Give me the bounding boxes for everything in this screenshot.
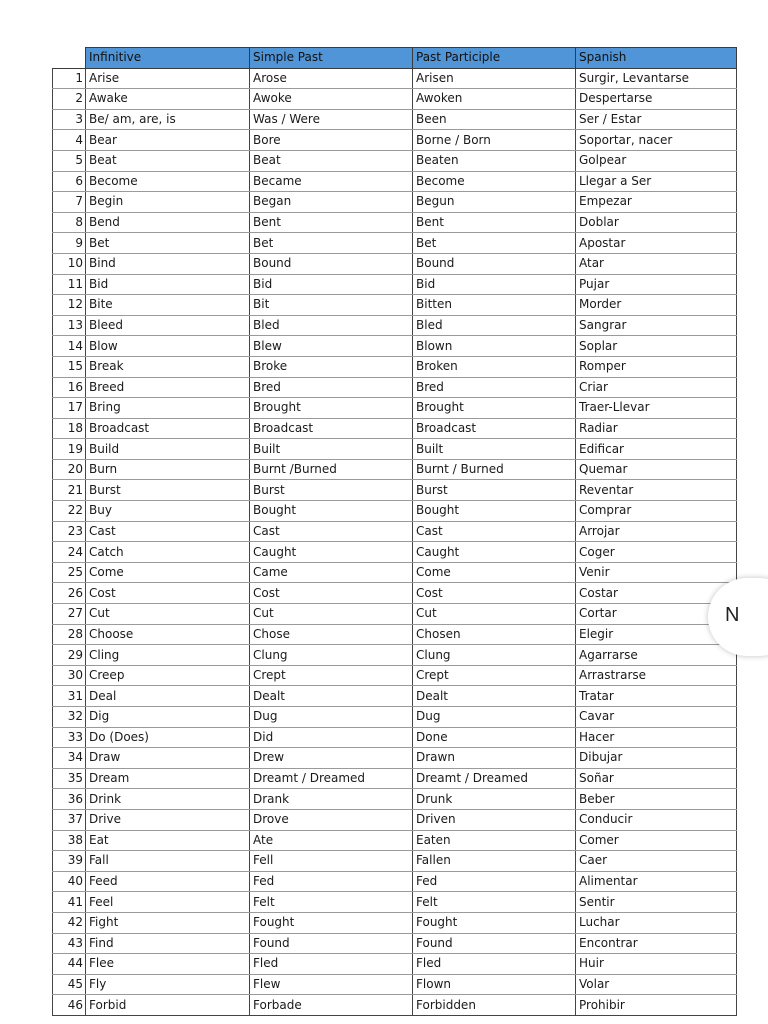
cell-infinitive: Feed <box>86 871 250 892</box>
row-number: 28 <box>53 624 86 645</box>
cell-infinitive: Become <box>86 171 250 192</box>
cell-past-participle: Drunk <box>413 789 576 810</box>
cell-simple-past: Fought <box>250 912 413 933</box>
cell-past-participle: Drawn <box>413 748 576 769</box>
cell-spanish: Morder <box>576 295 737 316</box>
cell-spanish: Conducir <box>576 809 737 830</box>
table-row <box>53 233 737 254</box>
row-number: 36 <box>53 789 86 810</box>
row-number: 30 <box>53 665 86 686</box>
cell-spanish: Llegar a Ser <box>576 171 737 192</box>
cell-simple-past: Burnt /Burned <box>250 459 413 480</box>
cell-spanish: Ser / Estar <box>576 109 737 130</box>
cell-simple-past: Caught <box>250 542 413 563</box>
cell-spanish: Cortar <box>576 604 737 625</box>
cell-simple-past: Dreamt / Dreamed <box>250 768 413 789</box>
cell-spanish: Doblar <box>576 212 737 233</box>
row-number: 25 <box>53 562 86 583</box>
row-number: 20 <box>53 459 86 480</box>
row-number: 21 <box>53 480 86 501</box>
cell-past-participle: Fled <box>413 954 576 975</box>
cell-infinitive: Breed <box>86 377 250 398</box>
cell-past-participle: Dreamt / Dreamed <box>413 768 576 789</box>
table-row <box>53 130 737 151</box>
table-row <box>53 727 737 748</box>
table-body <box>53 68 740 1015</box>
cell-simple-past: Broadcast <box>250 418 413 439</box>
cell-infinitive: Bring <box>86 398 250 419</box>
table-row <box>53 995 737 1016</box>
table-row <box>53 377 737 398</box>
cell-simple-past: Blew <box>250 336 413 357</box>
cell-past-participle: Borne / Born <box>413 130 576 151</box>
cell-infinitive: Buy <box>86 501 250 522</box>
row-number: 40 <box>53 871 86 892</box>
table-row <box>53 501 737 522</box>
cell-past-participle: Done <box>413 727 576 748</box>
table-row <box>53 933 737 954</box>
table-row <box>53 212 737 233</box>
table-row <box>53 686 737 707</box>
cell-spanish: Empezar <box>576 192 737 213</box>
cell-spanish: Caer <box>576 851 737 872</box>
irregular-verbs-sheet <box>52 47 736 1016</box>
cell-past-participle: Clung <box>413 645 576 666</box>
cell-simple-past: Bred <box>250 377 413 398</box>
cell-spanish: Despertarse <box>576 89 737 110</box>
cell-past-participle: Cost <box>413 583 576 604</box>
cell-infinitive: Burst <box>86 480 250 501</box>
table-row <box>53 109 737 130</box>
cell-spanish: Soñar <box>576 768 737 789</box>
row-number: 1 <box>53 68 86 89</box>
cell-infinitive: Bite <box>86 295 250 316</box>
header-past-participle: Past Participle <box>413 48 576 69</box>
cell-infinitive: Deal <box>86 686 250 707</box>
cell-spanish: Elegir <box>576 624 737 645</box>
cell-infinitive: Come <box>86 562 250 583</box>
cell-simple-past: Dug <box>250 707 413 728</box>
table-row <box>53 645 737 666</box>
cell-past-participle: Beaten <box>413 150 576 171</box>
cell-infinitive: Cling <box>86 645 250 666</box>
cell-past-participle: Awoken <box>413 89 576 110</box>
table-row <box>53 68 737 89</box>
row-number: 13 <box>53 315 86 336</box>
cell-infinitive: Eat <box>86 830 250 851</box>
cell-past-participle: Eaten <box>413 830 576 851</box>
table-row <box>53 851 737 872</box>
row-number: 23 <box>53 521 86 542</box>
cell-past-participle: Crept <box>413 665 576 686</box>
table-row <box>53 480 737 501</box>
row-number: 27 <box>53 604 86 625</box>
cell-simple-past: Began <box>250 192 413 213</box>
cell-infinitive: Forbid <box>86 995 250 1016</box>
cell-simple-past: Cut <box>250 604 413 625</box>
row-number: 11 <box>53 274 86 295</box>
row-number: 18 <box>53 418 86 439</box>
cell-past-participle: Fallen <box>413 851 576 872</box>
table-row <box>53 707 737 728</box>
cell-simple-past: Fed <box>250 871 413 892</box>
row-number: 2 <box>53 89 86 110</box>
cell-spanish: Luchar <box>576 912 737 933</box>
row-number: 4 <box>53 130 86 151</box>
cell-infinitive: Cast <box>86 521 250 542</box>
cell-past-participle: Fed <box>413 871 576 892</box>
table-row <box>53 418 737 439</box>
cell-spanish: Coger <box>576 542 737 563</box>
row-number: 5 <box>53 150 86 171</box>
cell-infinitive: Bleed <box>86 315 250 336</box>
cell-spanish: Quemar <box>576 459 737 480</box>
table-row <box>53 253 737 274</box>
cell-infinitive: Bet <box>86 233 250 254</box>
cell-simple-past: Bit <box>250 295 413 316</box>
cell-simple-past: Arose <box>250 68 413 89</box>
row-number: 26 <box>53 583 86 604</box>
cell-past-participle: Cast <box>413 521 576 542</box>
cell-spanish: Reventar <box>576 480 737 501</box>
row-number: 29 <box>53 645 86 666</box>
cell-spanish: Radiar <box>576 418 737 439</box>
cell-infinitive: Bear <box>86 130 250 151</box>
cell-past-participle: Cut <box>413 604 576 625</box>
cell-simple-past: Was / Were <box>250 109 413 130</box>
cell-infinitive: Arise <box>86 68 250 89</box>
cell-simple-past: Built <box>250 439 413 460</box>
table-row <box>53 954 737 975</box>
cell-infinitive: Catch <box>86 542 250 563</box>
cell-past-participle: Broadcast <box>413 418 576 439</box>
row-number: 3 <box>53 109 86 130</box>
table-row <box>53 768 737 789</box>
table-row <box>53 521 737 542</box>
header-spanish: Spanish <box>576 48 737 69</box>
floating-button-label: N <box>725 604 740 626</box>
table-row <box>53 356 737 377</box>
row-number: 9 <box>53 233 86 254</box>
cell-infinitive: Find <box>86 933 250 954</box>
row-number: 7 <box>53 192 86 213</box>
cell-spanish: Costar <box>576 583 737 604</box>
cell-past-participle: Bent <box>413 212 576 233</box>
cell-simple-past: Awoke <box>250 89 413 110</box>
cell-simple-past: Felt <box>250 892 413 913</box>
table-row <box>53 89 737 110</box>
cell-infinitive: Fly <box>86 974 250 995</box>
cell-spanish: Apostar <box>576 233 737 254</box>
row-number: 6 <box>53 171 86 192</box>
cell-past-participle: Been <box>413 109 576 130</box>
cell-infinitive: Burn <box>86 459 250 480</box>
cell-infinitive: Beat <box>86 150 250 171</box>
cell-spanish: Beber <box>576 789 737 810</box>
cell-spanish: Venir <box>576 562 737 583</box>
table-row <box>53 912 737 933</box>
cell-infinitive: Begin <box>86 192 250 213</box>
row-number: 14 <box>53 336 86 357</box>
cell-past-participle: Found <box>413 933 576 954</box>
cell-simple-past: Did <box>250 727 413 748</box>
table-row <box>53 665 737 686</box>
cell-simple-past: Bet <box>250 233 413 254</box>
cell-spanish: Huir <box>576 954 737 975</box>
verbs-table <box>52 47 740 1016</box>
row-number: 12 <box>53 295 86 316</box>
cell-spanish: Soplar <box>576 336 737 357</box>
cell-past-participle: Driven <box>413 809 576 830</box>
cell-spanish: Prohibir <box>576 995 737 1016</box>
cell-simple-past: Bid <box>250 274 413 295</box>
cell-past-participle: Built <box>413 439 576 460</box>
cell-simple-past: Ate <box>250 830 413 851</box>
table-row <box>53 542 737 563</box>
cell-simple-past: Fell <box>250 851 413 872</box>
cell-past-participle: Dug <box>413 707 576 728</box>
cell-spanish: Comprar <box>576 501 737 522</box>
cell-simple-past: Bent <box>250 212 413 233</box>
row-number: 10 <box>53 253 86 274</box>
cell-spanish: Agarrarse <box>576 645 737 666</box>
cell-simple-past: Chose <box>250 624 413 645</box>
cell-infinitive: Awake <box>86 89 250 110</box>
cell-spanish: Volar <box>576 974 737 995</box>
row-number: 39 <box>53 851 86 872</box>
cell-infinitive: Flee <box>86 954 250 975</box>
table-row <box>53 830 737 851</box>
cell-spanish: Encontrar <box>576 933 737 954</box>
table-row <box>53 274 737 295</box>
cell-infinitive: Drink <box>86 789 250 810</box>
cell-past-participle: Arisen <box>413 68 576 89</box>
cell-past-participle: Brought <box>413 398 576 419</box>
cell-simple-past: Drew <box>250 748 413 769</box>
table-row <box>53 789 737 810</box>
row-number: 19 <box>53 439 86 460</box>
row-number: 24 <box>53 542 86 563</box>
table-row <box>53 871 737 892</box>
cell-spanish: Soportar, nacer <box>576 130 737 151</box>
row-number: 31 <box>53 686 86 707</box>
table-row <box>53 624 737 645</box>
cell-simple-past: Drank <box>250 789 413 810</box>
cell-simple-past: Clung <box>250 645 413 666</box>
cell-infinitive: Bid <box>86 274 250 295</box>
table-row <box>53 974 737 995</box>
table-row <box>53 459 737 480</box>
cell-infinitive: Bind <box>86 253 250 274</box>
cell-simple-past: Forbade <box>250 995 413 1016</box>
cell-spanish: Edificar <box>576 439 737 460</box>
cell-simple-past: Drove <box>250 809 413 830</box>
row-number: 42 <box>53 912 86 933</box>
header-simple-past: Simple Past <box>250 48 413 69</box>
row-number: 38 <box>53 830 86 851</box>
cell-infinitive: Build <box>86 439 250 460</box>
cell-spanish: Surgir, Levantarse <box>576 68 737 89</box>
cell-past-participle: Flown <box>413 974 576 995</box>
cell-infinitive: Broadcast <box>86 418 250 439</box>
header-infinitive: Infinitive <box>86 48 250 69</box>
table-row <box>53 336 737 357</box>
cell-simple-past: Flew <box>250 974 413 995</box>
cell-simple-past: Bled <box>250 315 413 336</box>
row-number: 16 <box>53 377 86 398</box>
cell-spanish: Pujar <box>576 274 737 295</box>
cell-spanish: Traer-Llevar <box>576 398 737 419</box>
cell-spanish: Dibujar <box>576 748 737 769</box>
cell-past-participle: Bet <box>413 233 576 254</box>
cell-simple-past: Burst <box>250 480 413 501</box>
cell-infinitive: Draw <box>86 748 250 769</box>
row-number: 34 <box>53 748 86 769</box>
cell-infinitive: Blow <box>86 336 250 357</box>
cell-spanish: Atar <box>576 253 737 274</box>
row-number: 46 <box>53 995 86 1016</box>
cell-spanish: Criar <box>576 377 737 398</box>
cell-spanish: Romper <box>576 356 737 377</box>
row-number: 22 <box>53 501 86 522</box>
cell-simple-past: Fled <box>250 954 413 975</box>
cell-past-participle: Bred <box>413 377 576 398</box>
cell-spanish: Tratar <box>576 686 737 707</box>
table-row <box>53 748 737 769</box>
cell-past-participle: Come <box>413 562 576 583</box>
cell-spanish: Comer <box>576 830 737 851</box>
table-row <box>53 604 737 625</box>
cell-past-participle: Bound <box>413 253 576 274</box>
cell-spanish: Sangrar <box>576 315 737 336</box>
cell-past-participle: Bitten <box>413 295 576 316</box>
cell-simple-past: Cost <box>250 583 413 604</box>
cell-simple-past: Bought <box>250 501 413 522</box>
cell-spanish: Sentir <box>576 892 737 913</box>
cell-past-participle: Burst <box>413 480 576 501</box>
cell-simple-past: Cast <box>250 521 413 542</box>
row-number: 17 <box>53 398 86 419</box>
cell-simple-past: Dealt <box>250 686 413 707</box>
row-number: 41 <box>53 892 86 913</box>
table-row <box>53 583 737 604</box>
cell-infinitive: Fall <box>86 851 250 872</box>
table-row <box>53 892 737 913</box>
cell-infinitive: Fight <box>86 912 250 933</box>
cell-past-participle: Bled <box>413 315 576 336</box>
cell-infinitive: Bend <box>86 212 250 233</box>
cell-past-participle: Caught <box>413 542 576 563</box>
table-row <box>53 562 737 583</box>
table-row <box>53 315 737 336</box>
cell-past-participle: Dealt <box>413 686 576 707</box>
table-row <box>53 809 737 830</box>
cell-spanish: Arrastrarse <box>576 665 737 686</box>
cell-simple-past: Became <box>250 171 413 192</box>
cell-past-participle: Forbidden <box>413 995 576 1016</box>
table-row <box>53 192 737 213</box>
cell-past-participle: Chosen <box>413 624 576 645</box>
cell-spanish: Arrojar <box>576 521 737 542</box>
cell-past-participle: Burnt / Burned <box>413 459 576 480</box>
cell-infinitive: Drive <box>86 809 250 830</box>
cell-past-participle: Broken <box>413 356 576 377</box>
table-row <box>53 398 737 419</box>
row-number-header <box>53 48 86 69</box>
cell-spanish: Golpear <box>576 150 737 171</box>
row-number: 33 <box>53 727 86 748</box>
cell-simple-past: Beat <box>250 150 413 171</box>
cell-simple-past: Broke <box>250 356 413 377</box>
cell-past-participle: Felt <box>413 892 576 913</box>
cell-infinitive: Dig <box>86 707 250 728</box>
cell-infinitive: Cut <box>86 604 250 625</box>
cell-infinitive: Cost <box>86 583 250 604</box>
cell-spanish: Hacer <box>576 727 737 748</box>
row-number: 45 <box>53 974 86 995</box>
cell-past-participle: Bought <box>413 501 576 522</box>
row-number: 8 <box>53 212 86 233</box>
cell-infinitive: Break <box>86 356 250 377</box>
table-row <box>53 150 737 171</box>
table-row <box>53 171 737 192</box>
cell-spanish: Cavar <box>576 707 737 728</box>
cell-past-participle: Become <box>413 171 576 192</box>
row-number: 35 <box>53 768 86 789</box>
cell-past-participle: Bid <box>413 274 576 295</box>
cell-simple-past: Bound <box>250 253 413 274</box>
cell-infinitive: Be/ am, are, is <box>86 109 250 130</box>
table-row <box>53 295 737 316</box>
cell-spanish: Alimentar <box>576 871 737 892</box>
row-number: 32 <box>53 707 86 728</box>
cell-simple-past: Bore <box>250 130 413 151</box>
row-number: 44 <box>53 954 86 975</box>
row-number: 15 <box>53 356 86 377</box>
cell-simple-past: Found <box>250 933 413 954</box>
cell-infinitive: Dream <box>86 768 250 789</box>
cell-simple-past: Crept <box>250 665 413 686</box>
cell-infinitive: Feel <box>86 892 250 913</box>
table-header-row <box>53 48 737 69</box>
cell-past-participle: Fought <box>413 912 576 933</box>
cell-infinitive: Creep <box>86 665 250 686</box>
table-row <box>53 439 737 460</box>
cell-past-participle: Blown <box>413 336 576 357</box>
cell-infinitive: Choose <box>86 624 250 645</box>
cell-past-participle: Begun <box>413 192 576 213</box>
cell-simple-past: Came <box>250 562 413 583</box>
cell-simple-past: Brought <box>250 398 413 419</box>
cell-infinitive: Do (Does) <box>86 727 250 748</box>
row-number: 37 <box>53 809 86 830</box>
row-number: 43 <box>53 933 86 954</box>
